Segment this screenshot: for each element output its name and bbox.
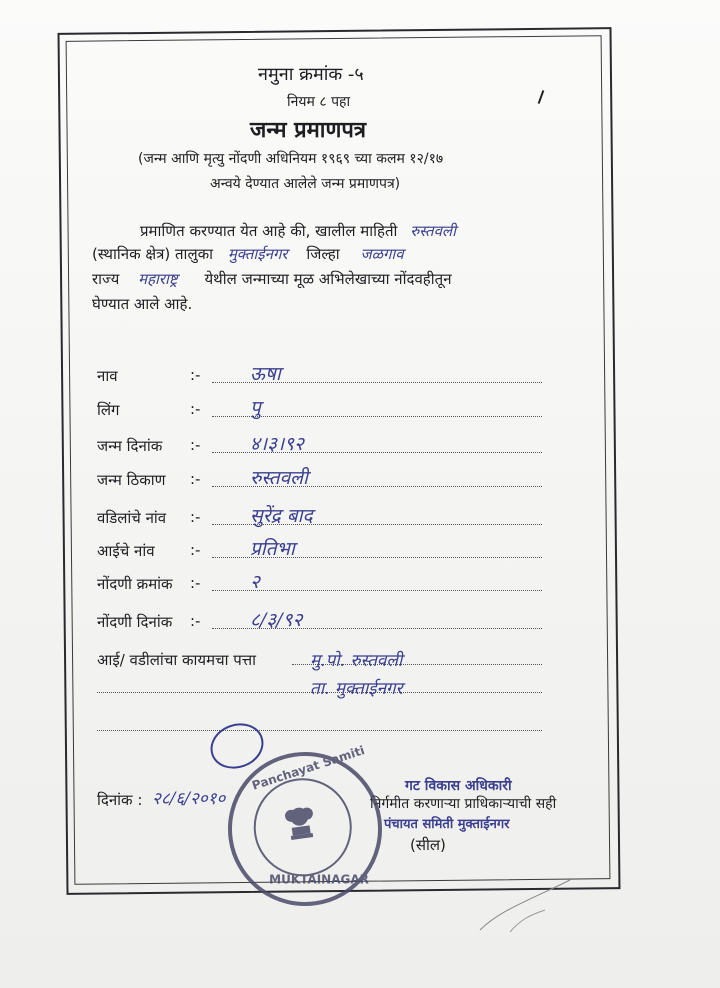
field-colon: :-: [190, 400, 201, 418]
state-value: महाराष्ट्र: [138, 270, 178, 288]
pencil-scribble: [470, 870, 580, 940]
field-label: नोंदणी क्रमांक: [97, 575, 173, 593]
seal-label: (सील): [410, 836, 446, 854]
field-value: २: [250, 571, 260, 593]
field-colon: :-: [190, 612, 201, 630]
field-value: सुरेंद्र बाद: [250, 505, 313, 527]
intro-line-1: [140, 221, 456, 241]
field-label: जन्म दिनांक: [97, 437, 163, 455]
emblem-icon: [276, 794, 324, 847]
address-line-2: ता. मुक्ताईनगर: [310, 679, 403, 699]
field-colon: :-: [190, 574, 201, 592]
field-colon: :-: [190, 541, 201, 559]
district-label: जिल्हा: [306, 245, 340, 263]
field-label: लिंग: [97, 401, 120, 419]
subtitle-line-2: अन्वये देण्यात आलेले जन्म प्रमाणपत्र): [210, 176, 401, 192]
field-colon: :-: [190, 470, 201, 488]
field-value: रुस्तवली: [250, 467, 308, 489]
intro-line-2: [92, 244, 404, 264]
issue-date: २८/६/२०१०: [152, 789, 226, 809]
seal-bottom-text: MUKTAINAGAR: [269, 872, 369, 887]
field-value: ऊषा: [250, 363, 281, 385]
certificate-title: जन्म प्रमाणपत्र: [250, 118, 367, 143]
field-dotline: [212, 416, 542, 417]
field-label: जन्म ठिकाण: [97, 471, 166, 489]
field-label: आईचे नांव: [97, 542, 155, 560]
field-colon: :-: [190, 436, 201, 454]
field-dotline: [212, 590, 542, 591]
authority-stamp-title: गट विकास अधिकारी: [405, 778, 512, 794]
field-value: ४।३।९२: [250, 433, 304, 455]
field-colon: :-: [190, 508, 201, 526]
locality-value: रुस्तवली: [410, 222, 456, 240]
address-line-1: मु.पो. रुस्तवली: [310, 651, 403, 671]
taluka-value: मुक्ताईनगर: [227, 245, 288, 263]
date-label: दिनांक :: [97, 791, 143, 809]
intro-line3-suffix: येथील जन्माच्या मूळ अभिलेखाच्या नोंदवहीतून: [204, 270, 452, 288]
field-value: पु: [250, 397, 261, 419]
intro-line-4: घेण्यात आले आहे.: [92, 295, 193, 313]
state-label: राज्य: [92, 270, 120, 288]
intro-line2-prefix: (स्थानिक क्षेत्र) तालुका: [92, 245, 214, 263]
seal-top-text: Panchayat Samiti: [250, 743, 367, 793]
authority-stamp-office: पंचायत समिती मुक्ताईनगर: [384, 817, 510, 832]
address-dotline-3: [97, 730, 542, 731]
field-value: ८/३/९२: [250, 609, 303, 631]
intro-line-3: [92, 269, 452, 289]
field-label: वडिलांचे नांव: [97, 509, 167, 527]
authority-signature-label: निर्गमीत करणाऱ्या प्राधिकाऱ्याची सही: [370, 796, 557, 812]
field-label: नाव: [97, 367, 118, 385]
rule-reference: नियम ८ पहा: [287, 94, 351, 110]
form-number: नमुना क्रमांक -५: [258, 64, 364, 85]
subtitle-line-1: (जन्म आणि मृत्यु नोंदणी अधिनियम १९६९ च्या कलम १२/१७: [138, 151, 444, 167]
field-value: प्रतिभा: [250, 538, 295, 560]
address-label: आई/ वडीलांचा कायमचा पत्ता: [97, 651, 257, 669]
intro-line1-prefix: प्रमाणित करण्यात येत आहे की, खालील माहिती: [140, 222, 398, 240]
field-colon: :-: [190, 366, 201, 384]
district-value: जळगाव: [360, 245, 404, 263]
field-label: नोंदणी दिनांक: [97, 613, 173, 631]
